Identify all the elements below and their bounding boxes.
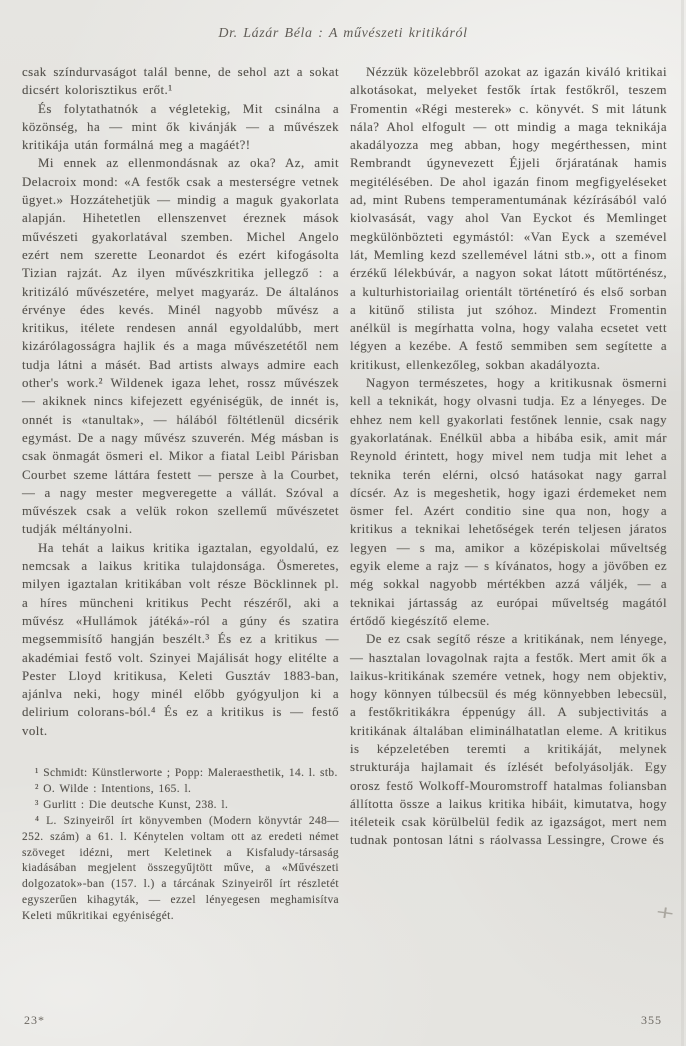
- scan-crease-shadow: [681, 0, 684, 1046]
- footnotes-block: [22, 766, 339, 925]
- paragraph: csak színdurvaságot talál benne, de sehol azt a sokat dicsért kolorisztikus erőt.¹: [22, 65, 339, 98]
- paragraph: De ez csak segítő része a kritikának, nem lényege, — hasztalan lovagolnak rajta a festők. Mert amit ők a laikus-kritikának szemére vetnek, hogy nem objektiv, hogy könnyen túlbecsül és még könnyebben lebecsül, a festőkritikákra éppenúgy áll. A subjectivitás a kritikának általában eliminálhatatlan eleme. A kritikus is képzeletében teremti a kritikáját, melynek strukturája hajlamait és ízlését befolyásolják. Egy orosz festő Wolkoff-Mouromstroff hatalmas foliansban állította össze a laikus kritika hibáit, kimutatva, hogy itéleteik csak körülbelül fedik az igazságot, mert nem tudnak pontosan látni s ráolvassa Lessingre, Crowe és: [350, 632, 667, 848]
- footnote: ² O. Wilde : Intentions, 165. l.: [35, 782, 192, 795]
- paragraph: Nagyon természetes, hogy a kritikusnak ösmerni kell a teknikát, hogy olvasni tudja. Ez a lényeges. De ehhez nem kell gyakorlati festőnek lennie, csak nagy gyakorlatának. Enélkül abba a hibába esik, amit már Reynold érintett, hogy mivel nem tudja mit lehet a teknika terén elérni, olcsó hatásokat nagy garral dícsér. Az is megeshetik, hogy igazi érdemeket nem ösmer fel. Azért conditio sine qua non, hogy a kritikus a teknikai lehetőségek terén teljesen járatos legyen — s ma, amikor a középiskolai műveltség egyik eleme a rajz — s kívánatos, hogy a jövőben ez még sokkal nagyobb mértékben azzá váljék, — a teknikai jártasság az európai műveltség magától értődő kiegészítő eleme.: [350, 376, 667, 628]
- footnote: ³ Gurlitt : Die deutsche Kunst, 238. l.: [35, 798, 229, 811]
- pencil-plus-mark: +: [653, 901, 677, 925]
- paragraph: Nézzük közelebbről azokat az igazán kiváló kritikai alkotásokat, melyeket festők írtak festőkről, teszem Fromentin «Régi mesterek» c. könyvét. S mit látunk nála? Ahol elfogult — ott mindig a maga teknikája akadályozza meg abban, hogy megérthessen, mint Rembrandt úgynevezett Éjjeli őrjáratának hamis megitélésében. De ahol igazán finom megfigyeléseket ad, mint Rubens temperamentumának kézírásából való kiolvasását, vagy ahol Van Eyckot és Memlinget megkülönbözteti egymástól: «Van Eyck a szemével lát, Memling kezd szellemével látni stb.», ott a finom érzékű lélekbúvár, a nagyon sokat látott műtörténész, a kulturhistoriailag orientált történetíró és első sorban a kitünő stilista jut szóhoz. Mindezt Fromentin anélkül is megírhatta volna, hogy valaha ecsetet vett légyen a kezébe. A festő semmiben sem segítette a kritikust, ellenkezőleg, sokban akadályozta.: [350, 65, 667, 372]
- paragraph: Mi ennek az ellenmondásnak az oka? Az, amit Delacroix mond: «A festők csak a mesterségre vetnek ügyet.» Hozzátehetjük — mindig a maguk gyakorlata alapján. Hihetetlen ellenszenvet éreznek mások művészeti gyakorlatával szemben. Michel Angelo ezért nem szerette Leonardot és ezért kifogásolta Tizian rajzát. Az ilyen művészkritika jellegző : a kritizáló művészetére, melyet magyaráz. De általános érvénye édes kevés. Minél nagyobb művész a kritikus, itélete rendesen annál egyoldalúbb, mert kizárólagosságra hajlik és a maga művészetétől nem tudja látni a másét. Bad artists always admire each other's work.² Wildenek igaza lehet, rossz művészek — akiknek nincs kifejezett egyéniségük, de innét is, onnét is «tanultak», — hálából föltétlenül dicsérik egymást. De a nagy művész szuverén. Még másban is csak önmagát ösmeri el. Mikor a fiatal Leibl Párisban Courbet szeme láttára festett — persze à la Courbet, — a nagy mester megveregette a vállát. Szóval a művészek csak a velük rokon szellemű művészetet tudják méltányolni.: [22, 156, 339, 537]
- left-column: [22, 63, 339, 925]
- footnote: ¹ Schmidt: Künstlerworte ; Popp: Maleraesthetik, 14. l. stb.: [35, 766, 338, 779]
- two-column-text: [0, 63, 686, 925]
- right-column: [350, 63, 667, 925]
- paragraph: És folytathatnók a végletekig, Mit csinálna a közönség, ha — mint ők kivánják — a művészek kritikája után formálná meg a magáét?!: [22, 101, 339, 153]
- page-number: 355: [641, 1013, 662, 1027]
- running-head: Dr. Lázár Béla : A művészeti kritikáról: [218, 26, 468, 41]
- paragraph: Ha tehát a laikus kritika igaztalan, egyoldalú, ez nemcsak a laikus kritika tulajdonsága. Ösmeretes, milyen igaztalan kritikában volt része Böcklinnek pl. a híres müncheni kritikus Pecht részéről, aki a művész «Hullámok játéká»-ról a gúny és szatira megsemmisítő hangján beszélt.³ És ez a kritikus — akadémiai festő volt. Szinyei Majálisát hogy elitélte a Pester Lloyd kritikusa, Keleti Gusztáv 1883-ban, ajánlva neki, hogy minél előbb gyógyuljon ki a delirium colorans-ból.⁴ És ez a kritikus is — festő volt.: [22, 540, 339, 738]
- footnote: ⁴ L. Szinyeiről írt könyvemben (Modern könyvtár 248—252. szám) a 61. l. Kénytelen voltam ott az eredeti német szöveget idézni, mert Keletinek a Kisfaludy-társaság kiadásában megjelent összegyűjtött műve, a «Művészeti dolgozatok»-ban (157. l.) a tárcának Szinyeiről írt részletét egyszerűen kihagyták, — ezzel lényegesen meghamisítva Keleti műkritikai egyéniségét.: [22, 814, 339, 923]
- printer-signature: 23*: [24, 1013, 45, 1027]
